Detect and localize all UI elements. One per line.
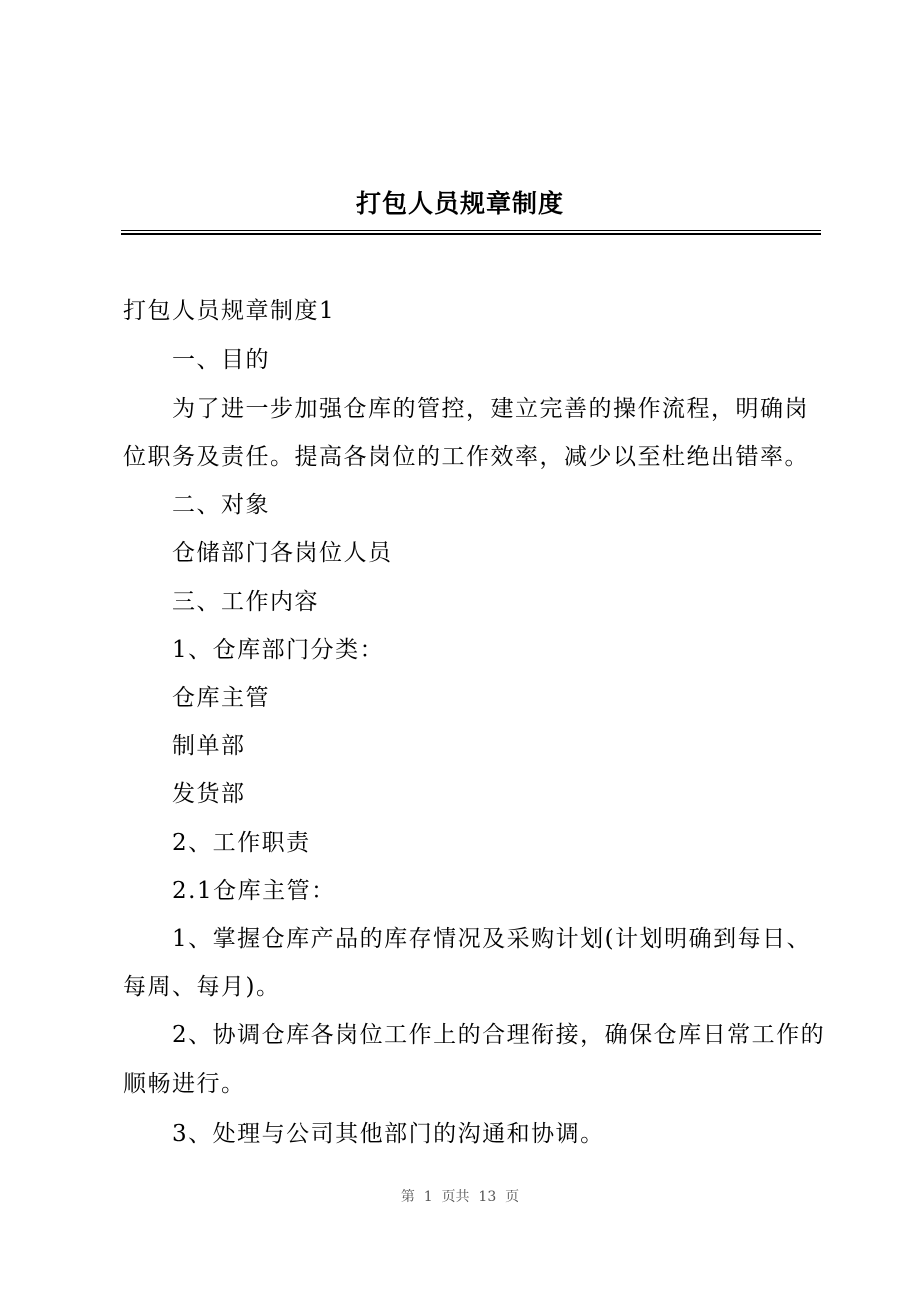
paragraph-line: 3、处理与公司其他部门的沟通和协调。	[172, 1121, 605, 1147]
paragraph-line: 发货部	[172, 781, 246, 807]
paragraph-line: 三、工作内容	[172, 589, 319, 615]
document-title: 打包人员规章制度	[355, 189, 564, 218]
paragraph-line: 1、掌握仓库产品的库存情况及采购计划(计划明确到每日、	[172, 926, 812, 952]
paragraph-line: 仓储部门各岗位人员	[172, 540, 393, 566]
paragraph-line: 1、仓库部门分类：	[172, 637, 385, 663]
title-underline	[121, 230, 821, 231]
paragraph-line: 2、工作职责	[172, 830, 311, 856]
page-number-footer: 第 1 页共 13 页	[400, 1189, 520, 1205]
paragraph-line: 2、协调仓库各岗位工作上的合理衔接，确保仓库日常工作的	[172, 1022, 826, 1048]
paragraph-line: 位职务及责任。提高各岗位的工作效率，减少以至杜绝出错率。	[123, 444, 809, 470]
paragraph-line: 顺畅进行。	[123, 1071, 246, 1097]
paragraph-line: 二、对象	[172, 492, 270, 518]
paragraph-line: 仓库主管	[172, 685, 270, 711]
title-underline-double	[121, 233, 821, 235]
paragraph-line: 每周、每月)。	[123, 974, 281, 1000]
paragraph-line: 为了进一步加强仓库的管控，建立完善的操作流程，明确岗	[172, 396, 809, 422]
paragraph-line: 一、目的	[172, 347, 270, 373]
section-heading: 打包人员规章制度1	[123, 298, 336, 324]
paragraph-line: 2.1仓库主管：	[172, 878, 336, 904]
paragraph-line: 制单部	[172, 733, 246, 759]
